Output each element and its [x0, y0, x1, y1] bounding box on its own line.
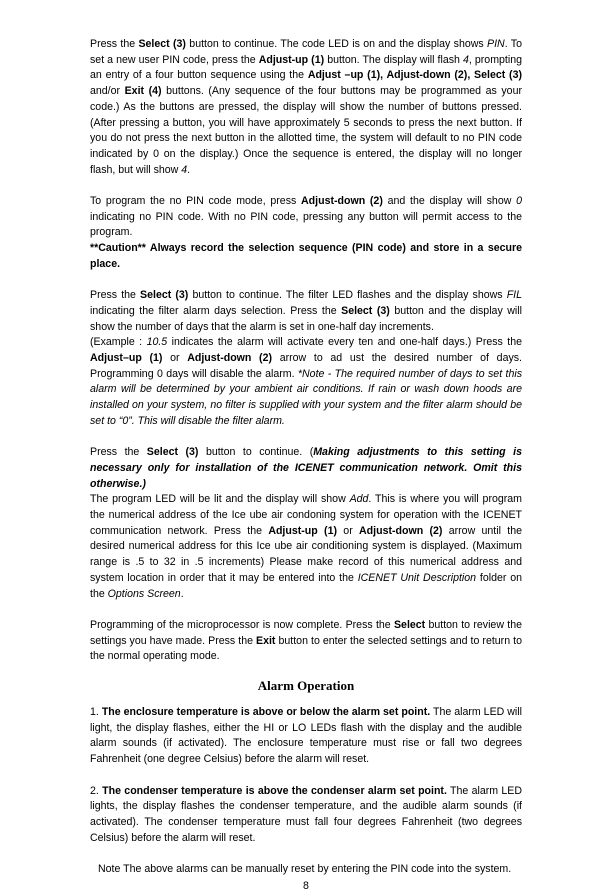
text-run: FIL [506, 289, 522, 302]
text-run: button to continue. ( [198, 446, 314, 459]
text-run: button to enter the selected settings and to return to the normal operating mode. [90, 634, 522, 663]
text-run: . To set a new user PIN code, press the [90, 38, 522, 66]
paragraph-no-pin-mode [90, 194, 522, 241]
text-run: button to review the settings you have made. Press the [90, 618, 522, 647]
text-run: 4 [462, 53, 469, 66]
text-run: button and the display will show the number of days that the alarm is set in one-half day increments. [90, 304, 522, 333]
alarm-item-condenser [90, 784, 522, 847]
spacer [90, 430, 522, 446]
text-run: . [187, 163, 191, 176]
spacer [90, 768, 522, 784]
text-run: , prompting an entry of a four button sequence using the [90, 53, 522, 82]
text-run: indicating the filter alarm days selection. Press the [90, 304, 342, 317]
text-run: 1. [90, 706, 102, 719]
text-run: indicating no PIN code. With no PIN code, pressing any button will permit access to the program. [90, 210, 522, 239]
text-run: The alarm LED lights, the display flashes the condenser temperature, and the audible alarm sounds (if activated). The condenser temperature must fall four degrees Fahrenheit (two degrees Celsius) before the alarm will reset. [90, 784, 523, 844]
text-run: Select (3) [140, 289, 189, 302]
text-run: folder on the [90, 571, 522, 600]
text-run: Adjust-down (2) [359, 524, 443, 537]
text-run: indicates the alarm will activate every ten and one-half days.) Press the [167, 336, 523, 349]
spacer [90, 695, 522, 705]
spacer [90, 846, 522, 862]
text-run: Programming of the microprocessor is now complete. Press the [90, 618, 394, 631]
text-run: button to continue. The filter LED flashes and the display shows [188, 289, 507, 302]
text-run: Adjust-down (2) [187, 352, 273, 365]
text-run: The program LED will be lit and the display will show [90, 493, 350, 506]
text-run: ICENET Unit Description [357, 571, 477, 584]
paragraph-filter-example [90, 335, 522, 429]
text-run: Press the [90, 289, 141, 302]
text-run: or [337, 524, 360, 537]
text-run: The alarm LED will light, the display flashes, either the HI or LO LEDs flash with the display and the audible alarm sounds (if activated). The enclosure temperature must rise or fall two degrees Fahrenheit (one degree Celsius) before the alarm will reset. [90, 706, 522, 766]
text-run: (Example : [90, 336, 147, 349]
text-run: Options Screen [107, 587, 181, 600]
text-run: Note The above alarms can be manually reset by entering the PIN code into the system. [98, 863, 512, 876]
section-heading-alarm-operation: Alarm Operation [257, 678, 355, 694]
spacer [90, 178, 522, 194]
text-run: Select (3) [146, 446, 199, 459]
spacer [90, 273, 522, 289]
text-run: Adjust –up (1), Adjust-down (2), Select (3) [307, 69, 522, 82]
paragraph-pin-setup [90, 37, 522, 178]
text-run: Exit [256, 634, 276, 647]
text-run: Exit (4) [124, 85, 162, 98]
text-run: *Note - The required number of days to set this alarm will be determined by your ambient air conditions. If rain or wash down hoods are installed on your system, no filter is supplied with your system and the filter alarm should be set to “0”. This will disable the filter alarm. [90, 367, 522, 427]
text-run: Press the [90, 446, 147, 459]
text-run: or [162, 352, 188, 365]
paragraph-programming-complete [90, 618, 522, 665]
spacer [90, 665, 522, 677]
text-run: and/or [90, 85, 125, 98]
text-run: arrow until the desired numerical address for this Ice ube air conditioning system is displayed. (Maximum range is .5 to 32 in .5 increments) Please make record of this numerical address and system location in order that it may be entered into the [90, 524, 522, 584]
text-run: The enclosure temperature is above or below the alarm set point. [101, 706, 431, 719]
text-run: Press the [90, 38, 139, 50]
text-run: 0 [516, 195, 523, 208]
text-run: Add [349, 493, 369, 506]
text-run: To program the no PIN code mode, press [90, 195, 302, 208]
text-run: Select (3) [138, 38, 186, 50]
text-run: Adjust-up (1) [258, 53, 325, 66]
text-run: and the display will show [382, 195, 517, 208]
text-run: Adjust-down (2) [301, 195, 383, 208]
text-run: . [180, 587, 184, 600]
paragraph-note [90, 862, 522, 878]
text-run: Adjust-up (1) [268, 524, 337, 537]
paragraph-icenet-address [90, 492, 522, 602]
alarm-item-enclosure [90, 705, 522, 768]
text-run: . This is where you will program the numerical address of the Ice ube air condoning system for operation with the ICENET communication network. Press the [90, 493, 522, 537]
text-run: 10.5 [146, 336, 168, 349]
paragraph-caution [90, 241, 522, 272]
text-run: Select (3) [341, 304, 390, 317]
text-run: 4 [181, 163, 188, 176]
spacer [90, 602, 522, 618]
text-run: The condenser temperature is above the condenser alarm set point. [102, 784, 447, 797]
text-run: **Caution** Always record the selection sequence (PIN code) and store in a secure place. [90, 242, 522, 270]
text-run: PIN [487, 38, 505, 50]
document-page [90, 37, 522, 894]
text-run: 2. [90, 784, 103, 797]
text-run: Select [393, 618, 426, 631]
paragraph-filter-alarm [90, 288, 522, 335]
text-run: button. The display will flash [324, 53, 463, 66]
text-run: Making adjustments to this setting is necessary only for installation of the ICENET communication network. Omit this otherwise.) [90, 446, 522, 490]
text-run: buttons. (Any sequence of the four buttons may be programmed as your code.) As the buttons are pressed, the display will show the number of buttons pressed. (After pressing a button, you will have approximately 5 seconds to press the next button. If you do not press the next button in the allotted time, the system will default to no PIN code indicated by 0 on the display.) Once the sequence is entered, the display will no longer flash, but will show [90, 85, 522, 176]
text-run: button to continue. The code LED is on and the display shows [185, 38, 488, 50]
page-number: 8 [303, 879, 309, 892]
text-run: Adjust–up (1) [90, 352, 163, 365]
paragraph-icenet-intro [90, 445, 522, 492]
text-run: arrow to ad ust the desired number of days. Programming 0 days will disable the alarm. [90, 352, 522, 380]
